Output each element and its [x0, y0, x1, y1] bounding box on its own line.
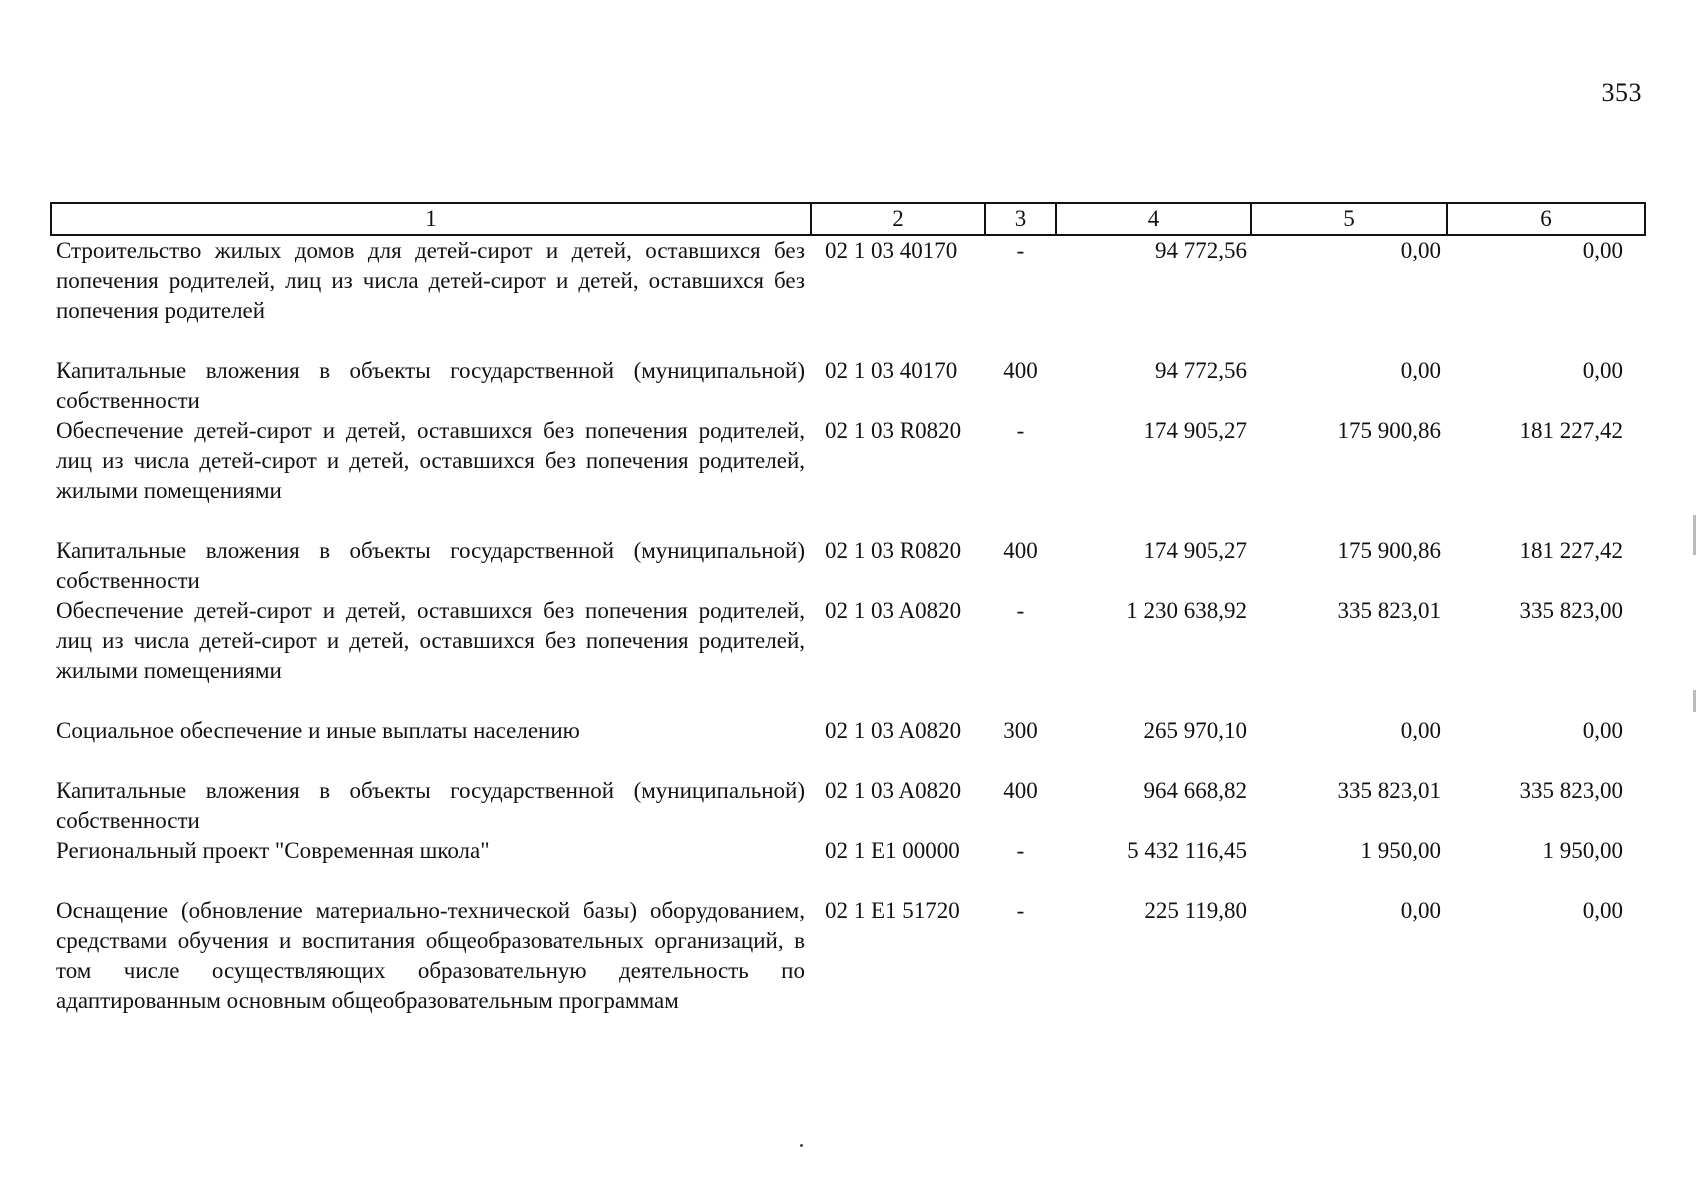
row-name: Капитальные вложения в объекты государственной (муниципальной) собственности: [56, 538, 805, 593]
row-value-col4: 94 772,56: [1155, 238, 1247, 263]
row-value-col6: 0,00: [1582, 238, 1623, 263]
header-col-1: 1: [51, 203, 811, 235]
row-value-col5: 1 950,00: [1360, 838, 1441, 863]
row-value-col4: 964 668,82: [1143, 778, 1247, 803]
row-value-col6: 0,00: [1582, 718, 1623, 743]
row-value-col5: 335 823,01: [1337, 598, 1441, 623]
row-name: Оснащение (обновление материально-технической базы) оборудованием, средствами обучения и воспитания общеобразовательных организаций, в том числе осуществляющих образовательную деятельность по адаптированным основным общеобразовательным программам: [56, 898, 805, 1013]
row-expense-type: -: [1016, 418, 1025, 443]
table-row: [51, 356, 1645, 416]
page-number: 353: [1601, 78, 1642, 107]
budget-table: [50, 202, 1646, 1016]
row-expense-type: 400: [1003, 358, 1038, 383]
row-expense-type: -: [1016, 898, 1025, 923]
row-value-col4: 5 432 116,45: [1127, 838, 1247, 863]
row-value-col4: 1 230 638,92: [1126, 598, 1247, 623]
row-value-col6: 181 227,42: [1519, 538, 1623, 563]
row-value-col5: 0,00: [1400, 238, 1441, 263]
row-value-col4: 174 905,27: [1143, 538, 1247, 563]
header-col-4: 4: [1056, 203, 1251, 235]
row-code: 02 1 03 A0820: [825, 718, 962, 743]
header-col-5: 5: [1251, 203, 1447, 235]
row-value-col6: 0,00: [1582, 358, 1623, 383]
row-code: 02 1 E1 00000: [825, 838, 960, 863]
row-name: Региональный проект "Современная школа": [56, 838, 490, 863]
row-value-col6: 335 823,00: [1519, 598, 1623, 623]
row-expense-type: -: [1016, 838, 1025, 863]
row-value-col5: 175 900,86: [1337, 418, 1441, 443]
row-code: 02 1 E1 51720: [825, 898, 960, 923]
table-row: [51, 896, 1645, 1016]
row-name: Строительство жилых домов для детей-сирот и детей, оставшихся без попечения родителей, лиц из числа детей-сирот и детей, оставшихся без попечения родителей: [56, 238, 805, 323]
row-name: Обеспечение детей-сирот и детей, оставшихся без попечения родителей, лиц из числа детей-сирот и детей, оставшихся без попечения родителей, жилыми помещениями: [56, 418, 805, 503]
header-row: [51, 203, 1645, 235]
row-value-col5: 175 900,86: [1337, 538, 1441, 563]
row-name: Капитальные вложения в объекты государственной (муниципальной) собственности: [56, 778, 805, 833]
scan-dot: [800, 1144, 803, 1147]
row-value-col5: 0,00: [1400, 358, 1441, 383]
row-expense-type: -: [1016, 598, 1025, 623]
table-row: [51, 596, 1645, 716]
row-value-col5: 0,00: [1400, 898, 1441, 923]
row-expense-type: 400: [1003, 778, 1038, 803]
row-value-col6: 181 227,42: [1519, 418, 1623, 443]
table-row: [51, 416, 1645, 536]
table-row: [51, 716, 1645, 776]
row-code: 02 1 03 A0820: [825, 598, 962, 623]
row-expense-type: 400: [1003, 538, 1038, 563]
table-row: [51, 836, 1645, 896]
row-code: 02 1 03 A0820: [825, 778, 962, 803]
row-value-col6: 1 950,00: [1542, 838, 1623, 863]
header-col-3: 3: [985, 203, 1056, 235]
table-row: [51, 536, 1645, 596]
table-body: [51, 235, 1645, 1016]
row-name: Обеспечение детей-сирот и детей, оставшихся без попечения родителей, лиц из числа детей-сирот и детей, оставшихся без попечения родителей, жилыми помещениями: [56, 598, 805, 683]
row-value-col4: 174 905,27: [1143, 418, 1247, 443]
row-code: 02 1 03 40170: [825, 358, 958, 383]
row-value-col5: 0,00: [1400, 718, 1441, 743]
row-value-col6: 0,00: [1582, 898, 1623, 923]
header-col-2: 2: [811, 203, 985, 235]
row-value-col4: 94 772,56: [1155, 358, 1247, 383]
row-value-col6: 335 823,00: [1519, 778, 1623, 803]
row-name: Капитальные вложения в объекты государственной (муниципальной) собственности: [56, 358, 805, 413]
row-code: 02 1 03 R0820: [825, 418, 962, 443]
row-code: 02 1 03 R0820: [825, 538, 962, 563]
budget-table-container: [50, 202, 1644, 1016]
row-expense-type: 300: [1003, 718, 1038, 743]
row-expense-type: -: [1016, 238, 1025, 263]
row-value-col4: 225 119,80: [1144, 898, 1247, 923]
table-row: [51, 235, 1645, 356]
row-name: Социальное обеспечение и иные выплаты населению: [56, 718, 580, 743]
header-col-6: 6: [1447, 203, 1645, 235]
row-value-col5: 335 823,01: [1337, 778, 1441, 803]
row-code: 02 1 03 40170: [825, 238, 958, 263]
table-row: [51, 776, 1645, 836]
table-header: [51, 203, 1645, 235]
row-value-col4: 265 970,10: [1143, 718, 1247, 743]
